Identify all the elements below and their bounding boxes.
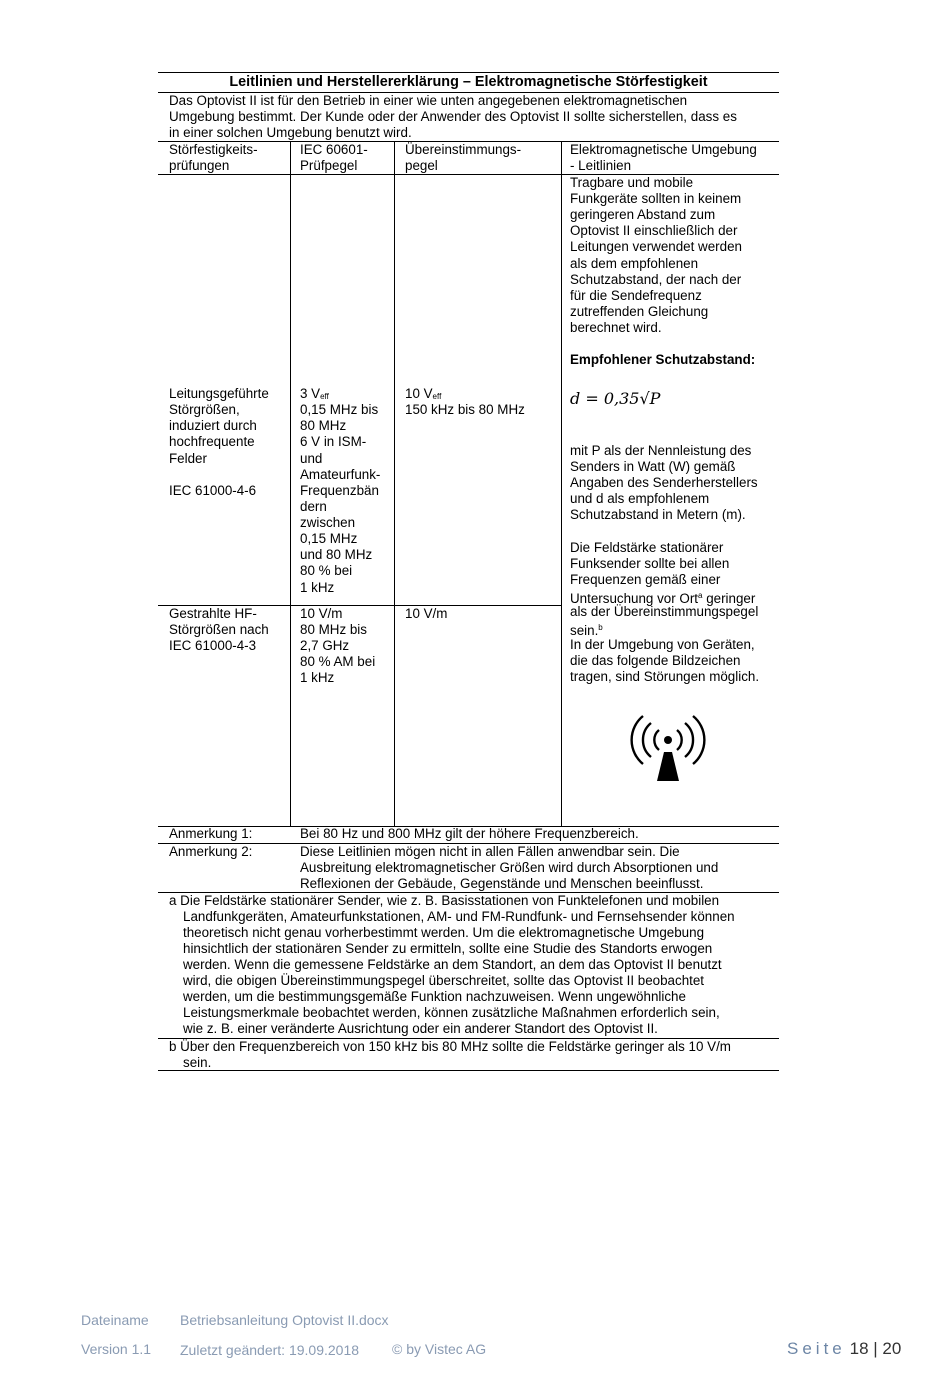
col-line-2 bbox=[394, 141, 395, 826]
col-line-3 bbox=[561, 141, 562, 826]
distance-formula: d = 0,35√P bbox=[570, 389, 661, 408]
filename: Betriebsanleitung Optovist II.docx bbox=[180, 1312, 389, 1328]
rule-top bbox=[158, 72, 779, 73]
page-indicator: Seite 18 | 20 bbox=[787, 1339, 902, 1358]
non-ionizing-radiation-icon bbox=[626, 712, 710, 784]
table-title: Leitlinien und Herstellererklärung – Elektromagnetische Störfestigkeit bbox=[229, 74, 708, 90]
copyright: © by Vistec AG bbox=[392, 1341, 487, 1357]
last-changed: Zuletzt geändert: 19.09.2018 bbox=[180, 1342, 360, 1358]
guidance-heading: Empfohlener Schutzabstand: bbox=[570, 352, 756, 367]
version: Version 1.1 bbox=[81, 1341, 152, 1357]
rule-bottom bbox=[158, 1070, 779, 1071]
filename-label: Dateiname bbox=[81, 1312, 149, 1328]
col-line-1 bbox=[290, 141, 291, 826]
